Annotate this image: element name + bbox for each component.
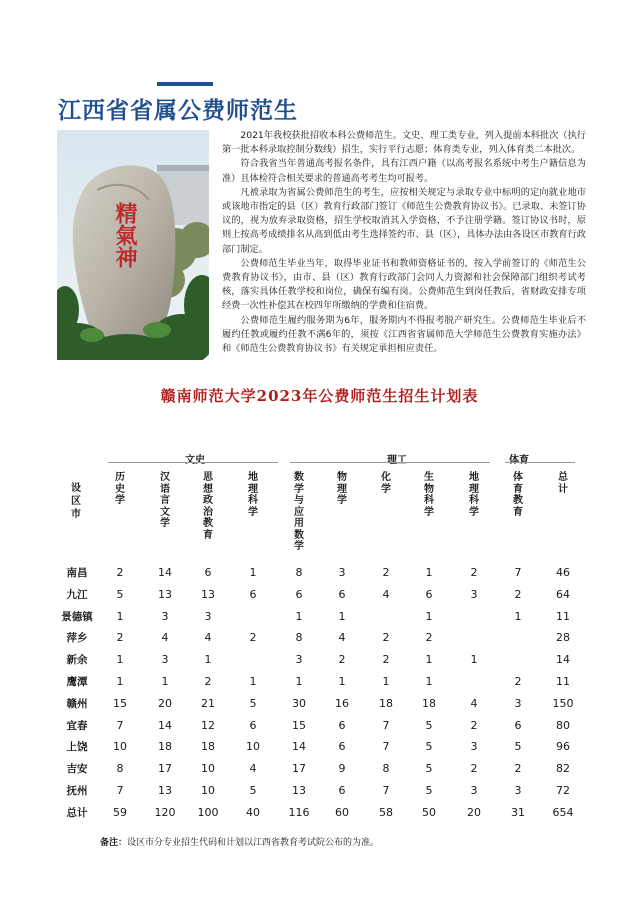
table-cell: 1 [425, 653, 433, 667]
table-cell: 17 [158, 762, 172, 776]
intro-paragraph: 公费师范生毕业当年，取得毕业证书和教师资格证书的，按入学前签订的《师范生公费教育协议书》，由市、县（区）教育行政部门会同人力资源和社会保障部门组织考试考核，落实具体任教学校和岗位，确保有编有岗。公费师范生到岗任教后，省财政安排专项经费一次性补偿其在校四年所缴纳的学费和住宿费。 [222, 257, 586, 312]
table-cell: 13 [201, 587, 215, 601]
table-cell: 6 [338, 587, 346, 601]
table-row [56, 628, 596, 648]
title-accent-bar [157, 82, 213, 86]
table-cell: 10 [201, 762, 215, 776]
table-cell: 5 [249, 784, 257, 797]
table-note [100, 835, 379, 848]
table-cell: 2 [116, 631, 124, 645]
table-cell: 64 [556, 587, 570, 601]
table-cell: 6 [204, 566, 212, 579]
table-cell: 4 [470, 696, 478, 710]
region-name: 九江 [66, 588, 88, 601]
table-cell: 4 [338, 631, 346, 645]
table-cell: 7 [382, 740, 390, 754]
column-header: 体育教育 [513, 472, 523, 518]
table-cell: 2 [249, 631, 257, 645]
table-cell: 18 [379, 696, 393, 710]
table-cell: 4 [204, 631, 212, 645]
intro-paragraph: 符合我省当年普通高考报名条件，具有江西户籍（以高考报名系统中考生户籍信息为准）且体检符合相关要求的普通高考考生均可报考。 [222, 158, 586, 184]
table-cell: 58 [379, 805, 393, 819]
table-cell: 18 [158, 740, 172, 754]
table-cell: 13 [292, 784, 306, 797]
region-name: 吉安 [66, 763, 88, 776]
table-cell: 2 [470, 566, 478, 579]
table-cell: 1 [116, 675, 124, 688]
intro-paragraph: 2021年我校获批招收本科公费师范生。文史、理工类专业，列入提前本科批次（执行第一批本科录取控制分数线）招生，实行平行志愿；体育类专业，列入体育类二本批次。 [222, 130, 586, 156]
table-cell: 8 [116, 762, 124, 776]
table-cell: 6 [338, 740, 346, 754]
intro-paragraph: 凡被录取为省属公费师范生的考生，应按相关规定与录取专业中标明的定向就业地市或该地市指定的县（区）教育行政部门签订《师范生公费教育协议书》。已录取、未签订协议的，视为放弃录取资格，招生学校取消其入学资格，不予注册学籍。签订协议书时，原则上按高考成绩排名从高到低由考生选择签约市、县（区），具体办法由各设区市教育行政部门制定。 [222, 186, 586, 255]
table-row [56, 607, 596, 627]
table-cell: 3 [338, 566, 346, 579]
stone-carving-photo [57, 130, 209, 360]
table-cell: 3 [514, 784, 522, 797]
table-cell: 20 [467, 805, 481, 819]
group-divider [108, 462, 278, 463]
table-cell: 2 [338, 653, 346, 667]
table-cell: 6 [514, 718, 522, 732]
table-cell: 1 [116, 653, 124, 667]
region-name: 赣州 [66, 697, 88, 710]
table-cell: 2 [470, 718, 478, 732]
table-cell: 15 [292, 718, 306, 732]
table-cell: 1 [338, 609, 346, 623]
column-header: 地理科学 [469, 472, 479, 518]
table-cell: 18 [422, 696, 436, 710]
table-cell: 10 [113, 740, 127, 754]
table-cell: 3 [295, 653, 303, 667]
table-cell: 3 [470, 740, 478, 754]
table-cell: 6 [249, 587, 257, 601]
table-cell: 2 [425, 631, 433, 645]
table-cell: 1 [249, 675, 257, 688]
table-cell: 14 [158, 718, 172, 732]
column-header: 数学与应用数学 [294, 472, 304, 552]
table-cell: 5 [514, 740, 522, 754]
table-cell: 6 [425, 587, 433, 601]
table-cell: 5 [249, 696, 257, 710]
table-cell: 5 [425, 784, 433, 797]
region-name: 景德镇 [61, 610, 93, 623]
note-label: 备注： [100, 838, 128, 848]
table-cell: 1 [338, 675, 346, 688]
table-cell: 7 [116, 784, 124, 797]
table-cell: 1 [116, 609, 124, 623]
table-cell: 8 [382, 762, 390, 776]
region-name: 新余 [66, 654, 88, 667]
row-header-label: 设区市 [71, 483, 81, 520]
table-cell: 2 [514, 762, 522, 776]
column-header: 总计 [558, 472, 568, 495]
column-header: 生物科学 [424, 472, 434, 518]
table-cell: 31 [511, 805, 525, 819]
table-cell: 5 [425, 762, 433, 776]
table-cell: 9 [338, 762, 346, 776]
column-header: 物理学 [337, 472, 347, 506]
region-name: 萍乡 [66, 632, 88, 645]
table-cell: 120 [154, 805, 176, 819]
group-label-wenshi: 文史 [185, 455, 205, 466]
table-cell: 18 [201, 740, 215, 754]
table-cell: 2 [382, 631, 390, 645]
table-row [56, 781, 596, 801]
table-cell: 3 [161, 653, 169, 667]
column-header: 思想政治教育 [203, 472, 213, 541]
table-row [56, 672, 596, 692]
table-cell: 2 [382, 566, 390, 579]
region-name: 鹰潭 [66, 676, 88, 688]
table-cell: 14 [292, 740, 306, 754]
table-cell: 1 [470, 653, 478, 667]
table-cell: 150 [552, 696, 574, 710]
table-cell: 6 [295, 587, 303, 601]
table-cell: 4 [249, 762, 257, 776]
table-cell: 1 [514, 609, 522, 623]
table-cell: 1 [382, 675, 390, 688]
table-cell: 13 [158, 784, 172, 797]
column-header: 历史学 [115, 472, 125, 506]
table-cell: 3 [514, 696, 522, 710]
table-cell: 8 [295, 631, 303, 645]
region-name: 南昌 [66, 567, 88, 579]
table-cell: 2 [204, 675, 212, 688]
note-text: 设区市分专业招生代码和计划以江西省教育考试院公布的为准。 [127, 838, 380, 848]
table-cell: 654 [552, 805, 574, 819]
intro-paragraph: 公费师范生履约服务期为6年，服务期内不得报考脱产研究生。公费师范生毕业后不履约任教或履约任教不满6年的，须按《江西省省属师范大学师范生公费教育实施办法》和《师范生公费教育协议书》有关规定承担相应责任。 [222, 314, 586, 355]
row-header [56, 482, 96, 521]
table-cell: 46 [556, 566, 570, 579]
table-cell: 5 [425, 740, 433, 754]
table-cell: 3 [204, 609, 212, 623]
table-cell: 116 [288, 805, 310, 819]
table-row [56, 650, 596, 670]
region-name: 宜春 [66, 719, 88, 732]
table-cell: 1 [249, 566, 257, 579]
table-row [56, 585, 596, 605]
table-cell: 14 [158, 566, 172, 579]
table-cell: 1 [204, 653, 212, 667]
table-row [56, 759, 596, 779]
table-cell: 11 [556, 609, 570, 623]
region-name: 总计 [66, 806, 88, 819]
table-cell: 5 [425, 718, 433, 732]
table-cell: 60 [335, 805, 349, 819]
table-cell: 3 [470, 587, 478, 601]
table-cell: 96 [556, 740, 570, 754]
table-cell: 3 [470, 784, 478, 797]
table-cell: 5 [116, 587, 124, 601]
table-cell: 2 [514, 675, 522, 688]
table-cell: 15 [113, 696, 127, 710]
table-cell: 1 [295, 609, 303, 623]
table-cell: 20 [158, 696, 172, 710]
group-label-ligong: 理工 [387, 455, 407, 466]
table-row [56, 716, 596, 736]
table-cell: 21 [201, 696, 215, 710]
table-cell: 1 [425, 566, 433, 579]
table-cell: 4 [161, 631, 169, 645]
region-name: 抚州 [66, 785, 88, 797]
table-row [56, 563, 596, 583]
table-cell: 1 [295, 675, 303, 688]
table-cell: 2 [382, 653, 390, 667]
table-cell: 6 [338, 718, 346, 732]
table-cell: 10 [201, 784, 215, 797]
table-cell: 6 [249, 718, 257, 732]
table-cell: 4 [382, 587, 390, 601]
table-cell: 82 [556, 762, 570, 776]
table-cell: 14 [556, 653, 570, 667]
table-cell: 59 [113, 805, 127, 819]
group-divider [505, 462, 575, 463]
table-cell: 7 [382, 784, 390, 797]
table-cell: 2 [514, 587, 522, 601]
column-header: 汉语言文学 [160, 472, 170, 529]
table-cell: 10 [246, 740, 260, 754]
group-divider [290, 462, 490, 463]
table-title: 赣南师范大学2023年公费师范生招生计划表 [160, 387, 479, 405]
table-cell: 30 [292, 696, 306, 710]
table-cell: 72 [556, 784, 570, 797]
page-title: 江西省省属公费师范生 [58, 98, 298, 124]
region-name: 上饶 [66, 741, 88, 754]
table-cell: 1 [425, 609, 433, 623]
table-cell: 7 [116, 718, 124, 732]
intro-text [222, 129, 586, 356]
table-cell: 8 [295, 566, 303, 579]
table-cell: 1 [161, 675, 169, 688]
table-cell: 7 [514, 566, 522, 579]
table-row [56, 694, 596, 714]
table-cell: 7 [382, 718, 390, 732]
table-row [56, 737, 596, 757]
table-cell: 1 [425, 675, 433, 688]
table-cell: 28 [556, 631, 570, 645]
table-cell: 50 [422, 805, 436, 819]
table-cell: 100 [197, 805, 219, 819]
table-row [56, 803, 596, 823]
table-cell: 17 [292, 762, 306, 776]
table-cell: 6 [338, 784, 346, 797]
group-label-tiyu: 体育 [509, 455, 529, 466]
table-cell: 13 [158, 587, 172, 601]
table-cell: 16 [335, 696, 349, 710]
table-cell: 2 [116, 566, 124, 579]
table-cell: 80 [556, 718, 570, 732]
column-header: 地理科学 [248, 472, 258, 518]
table-cell: 40 [246, 805, 260, 819]
column-header: 化学 [381, 472, 391, 495]
table-cell: 3 [161, 609, 169, 623]
table-cell: 2 [470, 762, 478, 776]
table-cell: 12 [201, 718, 215, 732]
table-cell: 11 [556, 675, 570, 688]
carving-text: 精氣神 [112, 202, 138, 268]
